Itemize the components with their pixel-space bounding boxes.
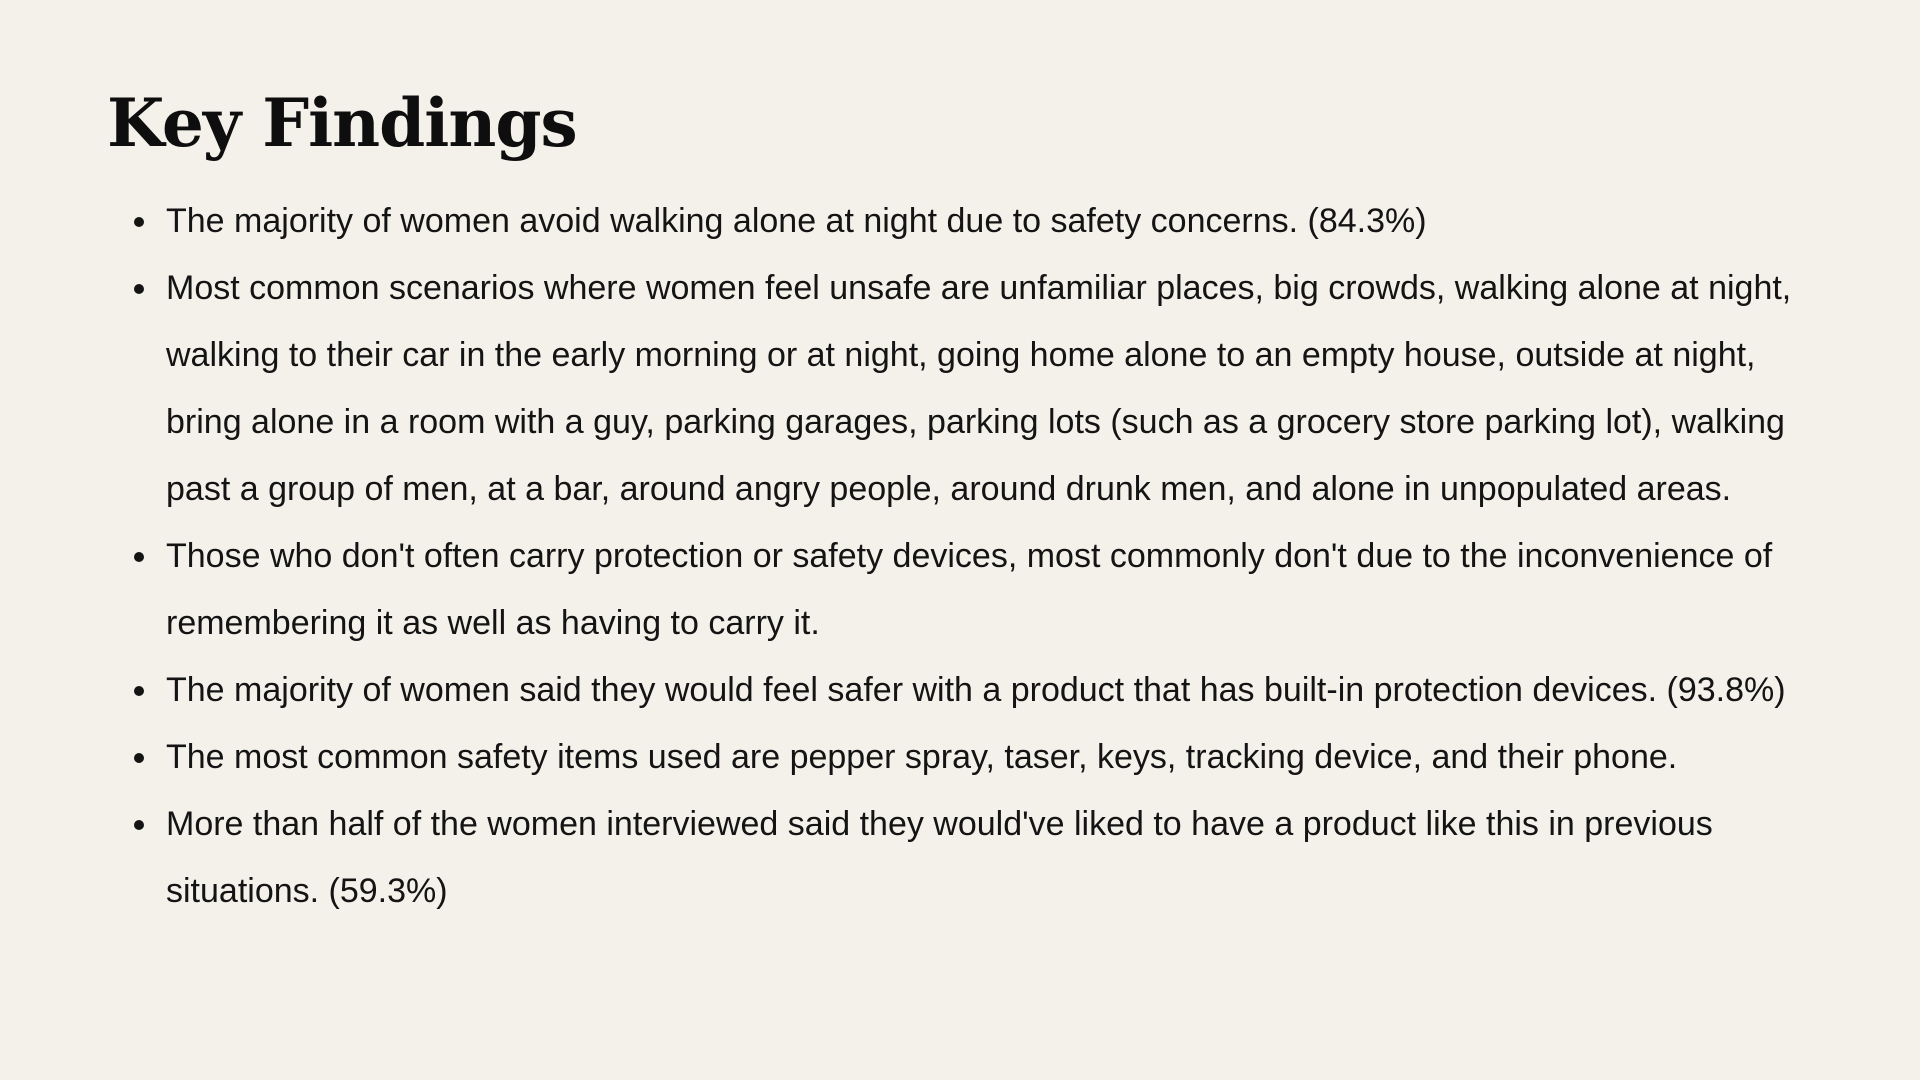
finding-text: More than half of the women interviewed said they would've liked to have a product like this in previous situations. (59.3%) bbox=[166, 805, 1713, 910]
finding-text: The majority of women avoid walking alone at night due to safety concerns. (84.3%) bbox=[166, 202, 1427, 240]
list-item bbox=[166, 523, 1826, 657]
page-title: Key Findings bbox=[107, 84, 577, 162]
bullet-icon bbox=[134, 686, 144, 696]
list-item bbox=[166, 657, 1826, 724]
finding-text: The majority of women said they would feel safer with a product that has built-in protection devices. (93.8%) bbox=[166, 671, 1786, 709]
list-item bbox=[166, 188, 1826, 255]
finding-text: Most common scenarios where women feel unsafe are unfamiliar places, big crowds, walking alone at night, walking to their car in the early morning or at night, going home alone to an empty house, outside at night, bring alone in a room with a guy, parking garages, parking lots (such as a grocery store parking lot), walking past a group of men, at a bar, around angry people, around drunk men, and alone in unpopulated areas. bbox=[166, 269, 1792, 508]
bullet-icon bbox=[134, 552, 144, 562]
bullet-icon bbox=[134, 753, 144, 763]
bullet-icon bbox=[134, 820, 144, 830]
list-item bbox=[166, 255, 1826, 523]
list-item bbox=[166, 791, 1826, 925]
bullet-icon bbox=[134, 217, 144, 227]
findings-list bbox=[166, 188, 1826, 925]
finding-text: Those who don't often carry protection or safety devices, most commonly don't due to the inconvenience of remembering it as well as having to carry it. bbox=[166, 537, 1773, 642]
bullet-icon bbox=[134, 284, 144, 294]
list-item bbox=[166, 724, 1826, 791]
finding-text: The most common safety items used are pepper spray, taser, keys, tracking device, and their phone. bbox=[166, 738, 1678, 776]
